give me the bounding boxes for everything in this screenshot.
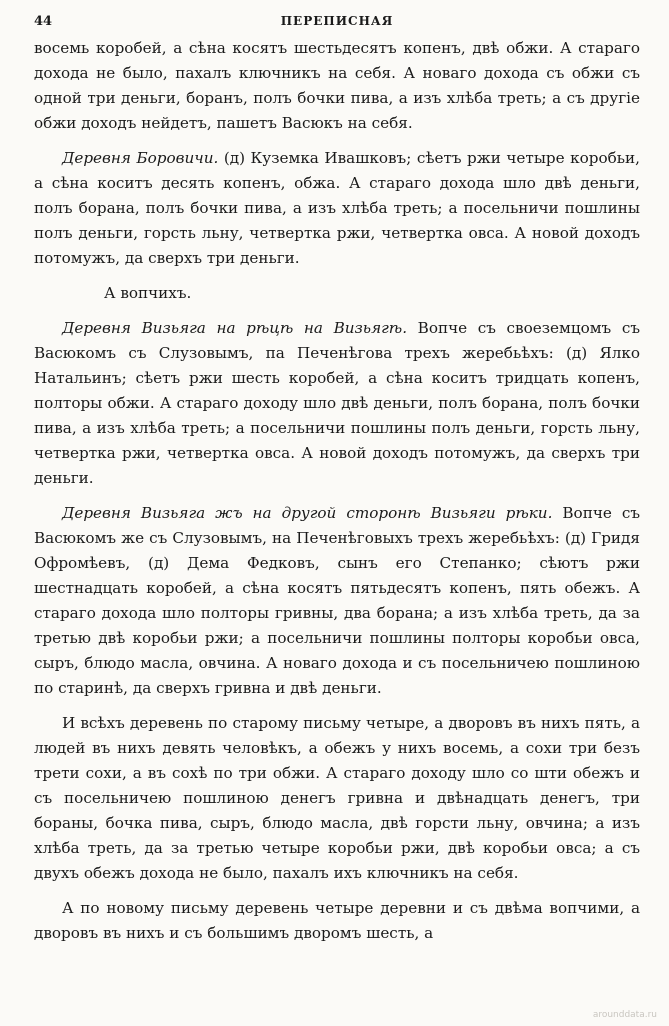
paragraph-text: восемь коробей, а сѣна косятъ шестьдесятъ копенъ, двѣ обжи. А стараго дохода не было, пахалъ ключникъ на себя. А новаго дохода съ обжи съ одной три деньги, боранъ, полъ бочки пива, а изъ хлѣба треть; а съ другiе обжи доходъ нейдетъ, пашетъ Васюкъ на себя. [34,39,640,132]
village-heading: Деревня Визьяга на рѣцѣ на Визьягѣ. [62,319,408,337]
text-body [34,36,640,946]
village-heading: Деревня Боровичи. [62,149,219,167]
village-heading: Деревня Визьяга жъ на другой сторонѣ Визьяги рѣки. [62,504,553,522]
running-title: ПЕРЕПИСНАЯ [280,14,394,28]
paragraph [34,146,640,271]
page [34,14,640,956]
section-heading [34,281,640,306]
paragraph-text: (д) Куземка Ивашковъ; сѣетъ ржи четыре коробьи, а сѣна коситъ десять копенъ, обжа. А стараго дохода шло двѣ деньги, полъ борана, полъ бочки пива, а изъ хлѣба треть; а посельничи пошлины полъ деньги, горсть льну, четвертка ржи, четвертка овса. А новой доходъ потомужъ, да сверхъ три деньги. [34,149,640,267]
paragraph-text: А по новому письму деревень четыре деревни и съ двѣма вопчими, а дворовъ въ нихъ и съ большимъ дворомъ шесть, а [34,899,640,942]
page-header [34,14,640,36]
paragraph [34,36,640,136]
paragraph-text: Вопче съ Васюкомъ же съ Слузовымъ, на Печенѣговыхъ трехъ жеребьѣхъ: (д) Гридя Офромѣевъ, (д) Дема Федковъ, сынъ его Степанко; сѣютъ ржи шестнадцать коробей, а сѣна косятъ пятьдесятъ копенъ, пять обежъ. А стараго дохода шло полторы гривны, два борана; а изъ хлѣба треть, да за третью двѣ коробьи ржи; а посельничи пошлины полторы коробьи овса, сыръ, блюдо масла, овчина. А новаго дохода и съ посельничею пошлиною по старинѣ, да сверхъ гривна и двѣ деньги. [34,504,641,697]
paragraph [34,896,640,946]
paragraph [34,316,640,491]
paragraph [34,711,640,886]
watermark: arounddata.ru [592,1010,657,1020]
paragraph [34,501,640,701]
page-number: 44 [34,14,53,29]
paragraph-text: Вопче съ своеземцомъ съ Васюкомъ съ Слузовымъ, па Печенѣгова трехъ жеребьѣхъ: (д) Ялко Натальинъ; сѣетъ ржи шесть коробей, а сѣна коситъ тридцать копенъ, полторы обжи. А стараго доходу шло двѣ деньги, полъ борана, полъ бочки пива, а изъ хлѣба треть; а посельничи пошлины полъ деньги, горсть льну, четвертка ржи, четвертка овса. А новой доходъ потомужъ, да сверхъ три деньги. [34,319,640,487]
paragraph-text: И всѣхъ деревень по старому письму четыре, а дворовъ въ нихъ пять, а людей въ нихъ девять человѣкъ, а обежъ у нихъ восемь, а сохи три безъ трети сохи, а въ сохѣ по три обжи. А стараго доходу шло со шти обежъ и съ посельничею пошлиною денегъ гривна и двѣнадцать денегъ, три бораны, бочка пива, сыръ, блюдо масла, двѣ горсти льну, овчина; а изъ хлѣба треть, да за третью четыре коробьи ржи, двѣ коробьи овса; а съ двухъ обежъ дохода не было, пахалъ ихъ ключникъ на себя. [34,714,640,882]
paragraph-text: А вопчихъ. [104,284,192,302]
